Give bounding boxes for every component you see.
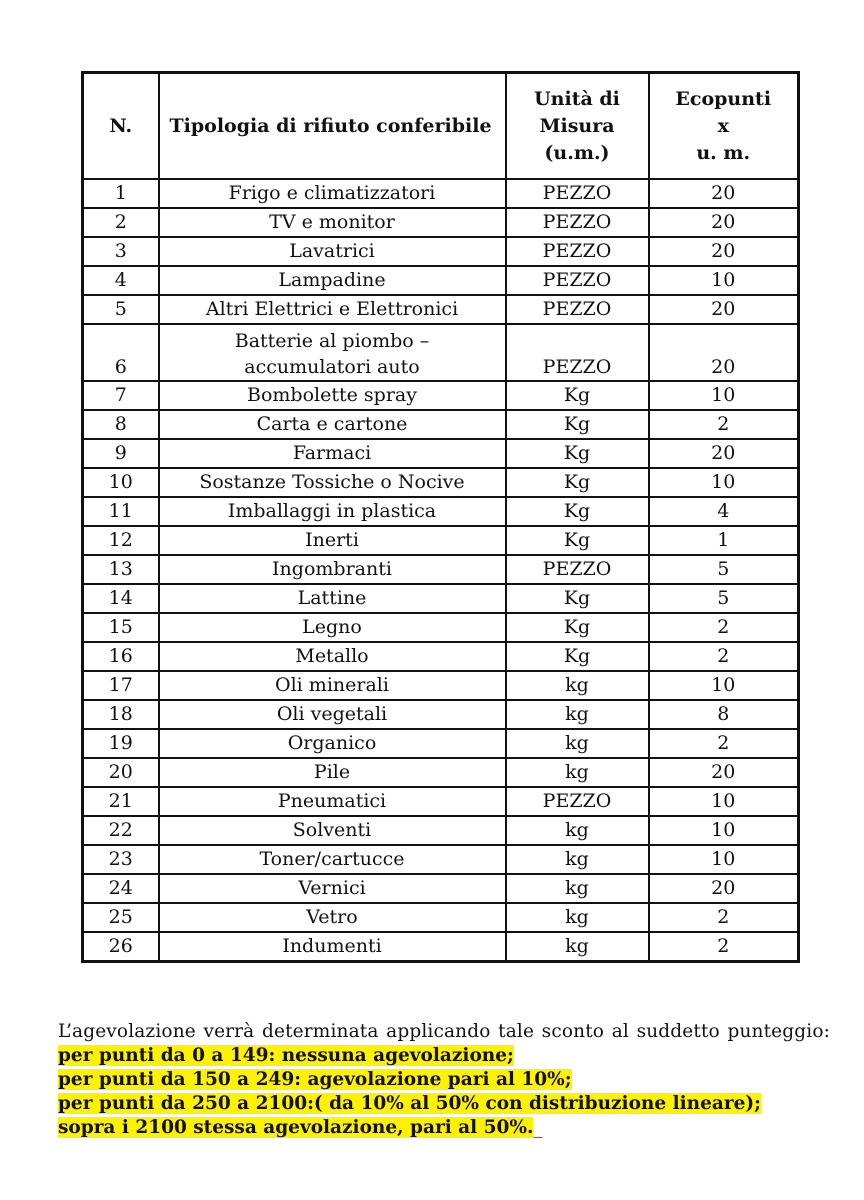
cell-number: 21	[83, 787, 159, 816]
cell-number: 12	[83, 526, 159, 555]
ecopunti-table-container	[81, 71, 797, 963]
header-ecopunti-line: Ecopunti	[675, 87, 772, 110]
cell-tipologia-line: Organico	[287, 732, 377, 754]
cell-tipologia	[159, 642, 506, 671]
cell-ecopunti: 2	[649, 642, 799, 671]
cell-tipologia	[159, 410, 506, 439]
cell-tipologia-line: Inerti	[305, 529, 359, 551]
cell-tipologia	[159, 729, 506, 758]
discount-text-block	[58, 1020, 830, 1140]
discount-rule-line	[58, 1116, 830, 1140]
cell-number: 20	[83, 758, 159, 787]
cell-number: 18	[83, 700, 159, 729]
cell-ecopunti: 2	[649, 729, 799, 758]
header-unita-line: (u.m.)	[544, 141, 610, 164]
cell-tipologia-line: Ingombranti	[272, 558, 392, 580]
cell-number: 9	[83, 439, 159, 468]
cell-number: 17	[83, 671, 159, 700]
cell-tipologia-line: Oli vegetali	[276, 703, 388, 725]
discount-rule-line	[58, 1068, 830, 1092]
cell-number: 19	[83, 729, 159, 758]
cell-ecopunti: 20	[649, 179, 799, 208]
cell-ecopunti: 10	[649, 816, 799, 845]
cell-number: 7	[83, 381, 159, 410]
cell-unita: kg	[506, 758, 649, 787]
table-row	[83, 845, 799, 874]
header-unita-line: Misura	[539, 114, 615, 137]
cell-tipologia-line: Oli minerali	[275, 674, 389, 696]
intro-paragraph: L’agevolazione verrà determinata applicando tale sconto al suddetto punteggio:	[58, 1021, 830, 1042]
cell-tipologia	[159, 613, 506, 642]
cell-ecopunti: 10	[649, 381, 799, 410]
cell-unita: PEZZO	[506, 555, 649, 584]
cell-ecopunti: 20	[649, 208, 799, 237]
cell-unita: kg	[506, 874, 649, 903]
highlighted-rule: per punti da 250 a 2100:( da 10% al 50% con distribuzione lineare);	[58, 1093, 761, 1114]
discount-rule-line	[58, 1044, 830, 1068]
table-row	[83, 468, 799, 497]
cell-tipologia	[159, 758, 506, 787]
cell-unita: kg	[506, 932, 649, 962]
cell-tipologia	[159, 845, 506, 874]
cell-tipologia	[159, 816, 506, 845]
table-row	[83, 324, 799, 381]
cell-unita: PEZZO	[506, 295, 649, 324]
cell-unita: Kg	[506, 642, 649, 671]
cell-tipologia	[159, 179, 506, 208]
ecopunti-table	[81, 71, 800, 963]
cell-unita: PEZZO	[506, 179, 649, 208]
header-ecopunti-line: x	[717, 114, 729, 137]
cell-ecopunti: 5	[649, 584, 799, 613]
table-body	[83, 179, 799, 962]
cell-unita: kg	[506, 816, 649, 845]
table-row	[83, 816, 799, 845]
cell-tipologia-line: Metallo	[295, 645, 369, 667]
cell-tipologia-line: Lavatrici	[289, 240, 375, 262]
table-row	[83, 555, 799, 584]
header-n: N.	[83, 73, 159, 180]
cell-tipologia-line: Sostanze Tossiche o Nocive	[199, 471, 465, 493]
cell-tipologia-line: Toner/cartucce	[259, 848, 405, 870]
cell-number: 5	[83, 295, 159, 324]
cell-unita: PEZZO	[506, 237, 649, 266]
cell-tipologia	[159, 468, 506, 497]
cell-tipologia	[159, 324, 506, 381]
table-row	[83, 932, 799, 962]
trailing-mark: _	[533, 1117, 543, 1138]
cell-tipologia	[159, 584, 506, 613]
cell-tipologia	[159, 237, 506, 266]
cell-number: 14	[83, 584, 159, 613]
cell-number: 26	[83, 932, 159, 962]
cell-unita: Kg	[506, 410, 649, 439]
cell-tipologia	[159, 266, 506, 295]
table-row	[83, 208, 799, 237]
cell-unita: Kg	[506, 613, 649, 642]
cell-ecopunti: 10	[649, 845, 799, 874]
cell-ecopunti: 20	[649, 237, 799, 266]
table-row	[83, 671, 799, 700]
cell-number: 10	[83, 468, 159, 497]
cell-tipologia-line: Bombolette spray	[247, 384, 417, 406]
cell-unita: kg	[506, 903, 649, 932]
cell-ecopunti: 1	[649, 526, 799, 555]
table-row	[83, 237, 799, 266]
cell-unita: kg	[506, 729, 649, 758]
cell-number: 1	[83, 179, 159, 208]
cell-number: 4	[83, 266, 159, 295]
cell-tipologia-line: Lattine	[297, 587, 367, 609]
header-ecopunti	[649, 73, 799, 180]
cell-unita: Kg	[506, 468, 649, 497]
header-unita	[506, 73, 649, 180]
cell-tipologia	[159, 671, 506, 700]
table-row	[83, 526, 799, 555]
cell-number: 2	[83, 208, 159, 237]
cell-tipologia-line: Indumenti	[282, 935, 382, 957]
cell-unita: Kg	[506, 584, 649, 613]
cell-tipologia	[159, 497, 506, 526]
cell-ecopunti: 20	[649, 295, 799, 324]
highlighted-rule: per punti da 150 a 249: agevolazione pari al 10%;	[58, 1069, 572, 1090]
cell-ecopunti: 5	[649, 555, 799, 584]
table-row	[83, 787, 799, 816]
cell-tipologia-line: TV e monitor	[269, 211, 395, 233]
table-row	[83, 266, 799, 295]
cell-unita: PEZZO	[506, 208, 649, 237]
cell-ecopunti: 20	[649, 758, 799, 787]
cell-tipologia-line: Vernici	[298, 877, 366, 899]
cell-tipologia	[159, 295, 506, 324]
cell-ecopunti: 2	[649, 903, 799, 932]
cell-unita: Kg	[506, 497, 649, 526]
cell-tipologia-line: Solventi	[292, 819, 372, 841]
cell-number: 13	[83, 555, 159, 584]
cell-tipologia	[159, 874, 506, 903]
cell-number: 8	[83, 410, 159, 439]
table-row	[83, 903, 799, 932]
table-row	[83, 874, 799, 903]
highlighted-rule: per punti da 0 a 149: nessuna agevolazione;	[58, 1045, 514, 1066]
table-row	[83, 729, 799, 758]
header-ecopunti-line: u. m.	[696, 141, 751, 164]
cell-unita: kg	[506, 671, 649, 700]
cell-number: 25	[83, 903, 159, 932]
cell-tipologia	[159, 787, 506, 816]
table-row	[83, 497, 799, 526]
cell-tipologia-line: Frigo e climatizzatori	[228, 182, 436, 204]
cell-tipologia	[159, 555, 506, 584]
cell-tipologia	[159, 526, 506, 555]
table-row	[83, 700, 799, 729]
cell-unita: PEZZO	[506, 787, 649, 816]
cell-tipologia	[159, 932, 506, 962]
cell-ecopunti: 10	[649, 671, 799, 700]
cell-tipologia-line: accumulatori auto	[244, 356, 420, 378]
cell-ecopunti: 2	[649, 410, 799, 439]
cell-ecopunti: 2	[649, 932, 799, 962]
cell-tipologia	[159, 381, 506, 410]
cell-number: 23	[83, 845, 159, 874]
cell-tipologia	[159, 700, 506, 729]
cell-tipologia	[159, 208, 506, 237]
cell-tipologia	[159, 439, 506, 468]
cell-number: 24	[83, 874, 159, 903]
cell-ecopunti: 8	[649, 700, 799, 729]
cell-unita: kg	[506, 845, 649, 874]
cell-ecopunti: 10	[649, 266, 799, 295]
cell-number: 15	[83, 613, 159, 642]
cell-unita: Kg	[506, 526, 649, 555]
cell-number: 6	[83, 324, 159, 381]
cell-tipologia-line: Altri Elettrici e Elettronici	[205, 298, 459, 320]
cell-ecopunti: 4	[649, 497, 799, 526]
cell-unita: kg	[506, 700, 649, 729]
header-unita-line: Unità di	[534, 87, 620, 110]
table-row	[83, 613, 799, 642]
cell-number: 3	[83, 237, 159, 266]
cell-number: 16	[83, 642, 159, 671]
cell-tipologia	[159, 903, 506, 932]
table-row	[83, 584, 799, 613]
cell-tipologia-line: Pile	[313, 761, 351, 783]
table-row	[83, 295, 799, 324]
highlighted-rule: sopra i 2100 stessa agevolazione, pari al 50%.	[58, 1117, 534, 1138]
cell-tipologia-line: Farmaci	[292, 442, 372, 464]
cell-number: 11	[83, 497, 159, 526]
cell-ecopunti: 20	[649, 874, 799, 903]
cell-unita: PEZZO	[506, 324, 649, 381]
cell-tipologia-line: Legno	[302, 616, 362, 638]
cell-unita: PEZZO	[506, 266, 649, 295]
discount-rules	[58, 1044, 830, 1140]
cell-unita: Kg	[506, 439, 649, 468]
discount-rule-line	[58, 1092, 830, 1116]
table-header-row	[83, 73, 799, 180]
table-row	[83, 439, 799, 468]
cell-tipologia-line: Imballaggi in plastica	[227, 500, 437, 522]
cell-unita: Kg	[506, 381, 649, 410]
cell-number: 22	[83, 816, 159, 845]
cell-ecopunti: 20	[649, 324, 799, 381]
cell-tipologia-line: Vetro	[306, 906, 358, 928]
cell-ecopunti: 20	[649, 439, 799, 468]
table-row	[83, 758, 799, 787]
cell-tipologia-line: Carta e cartone	[256, 413, 408, 435]
cell-tipologia-line: Batterie al piombo –	[234, 330, 430, 352]
table-row	[83, 410, 799, 439]
table-row	[83, 381, 799, 410]
table-row	[83, 179, 799, 208]
cell-ecopunti: 10	[649, 468, 799, 497]
cell-tipologia-line: Pneumatici	[277, 790, 387, 812]
table-row	[83, 642, 799, 671]
header-tipologia: Tipologia di rifiuto conferibile	[159, 73, 506, 180]
cell-ecopunti: 2	[649, 613, 799, 642]
cell-ecopunti: 10	[649, 787, 799, 816]
cell-tipologia-line: Lampadine	[278, 269, 386, 291]
